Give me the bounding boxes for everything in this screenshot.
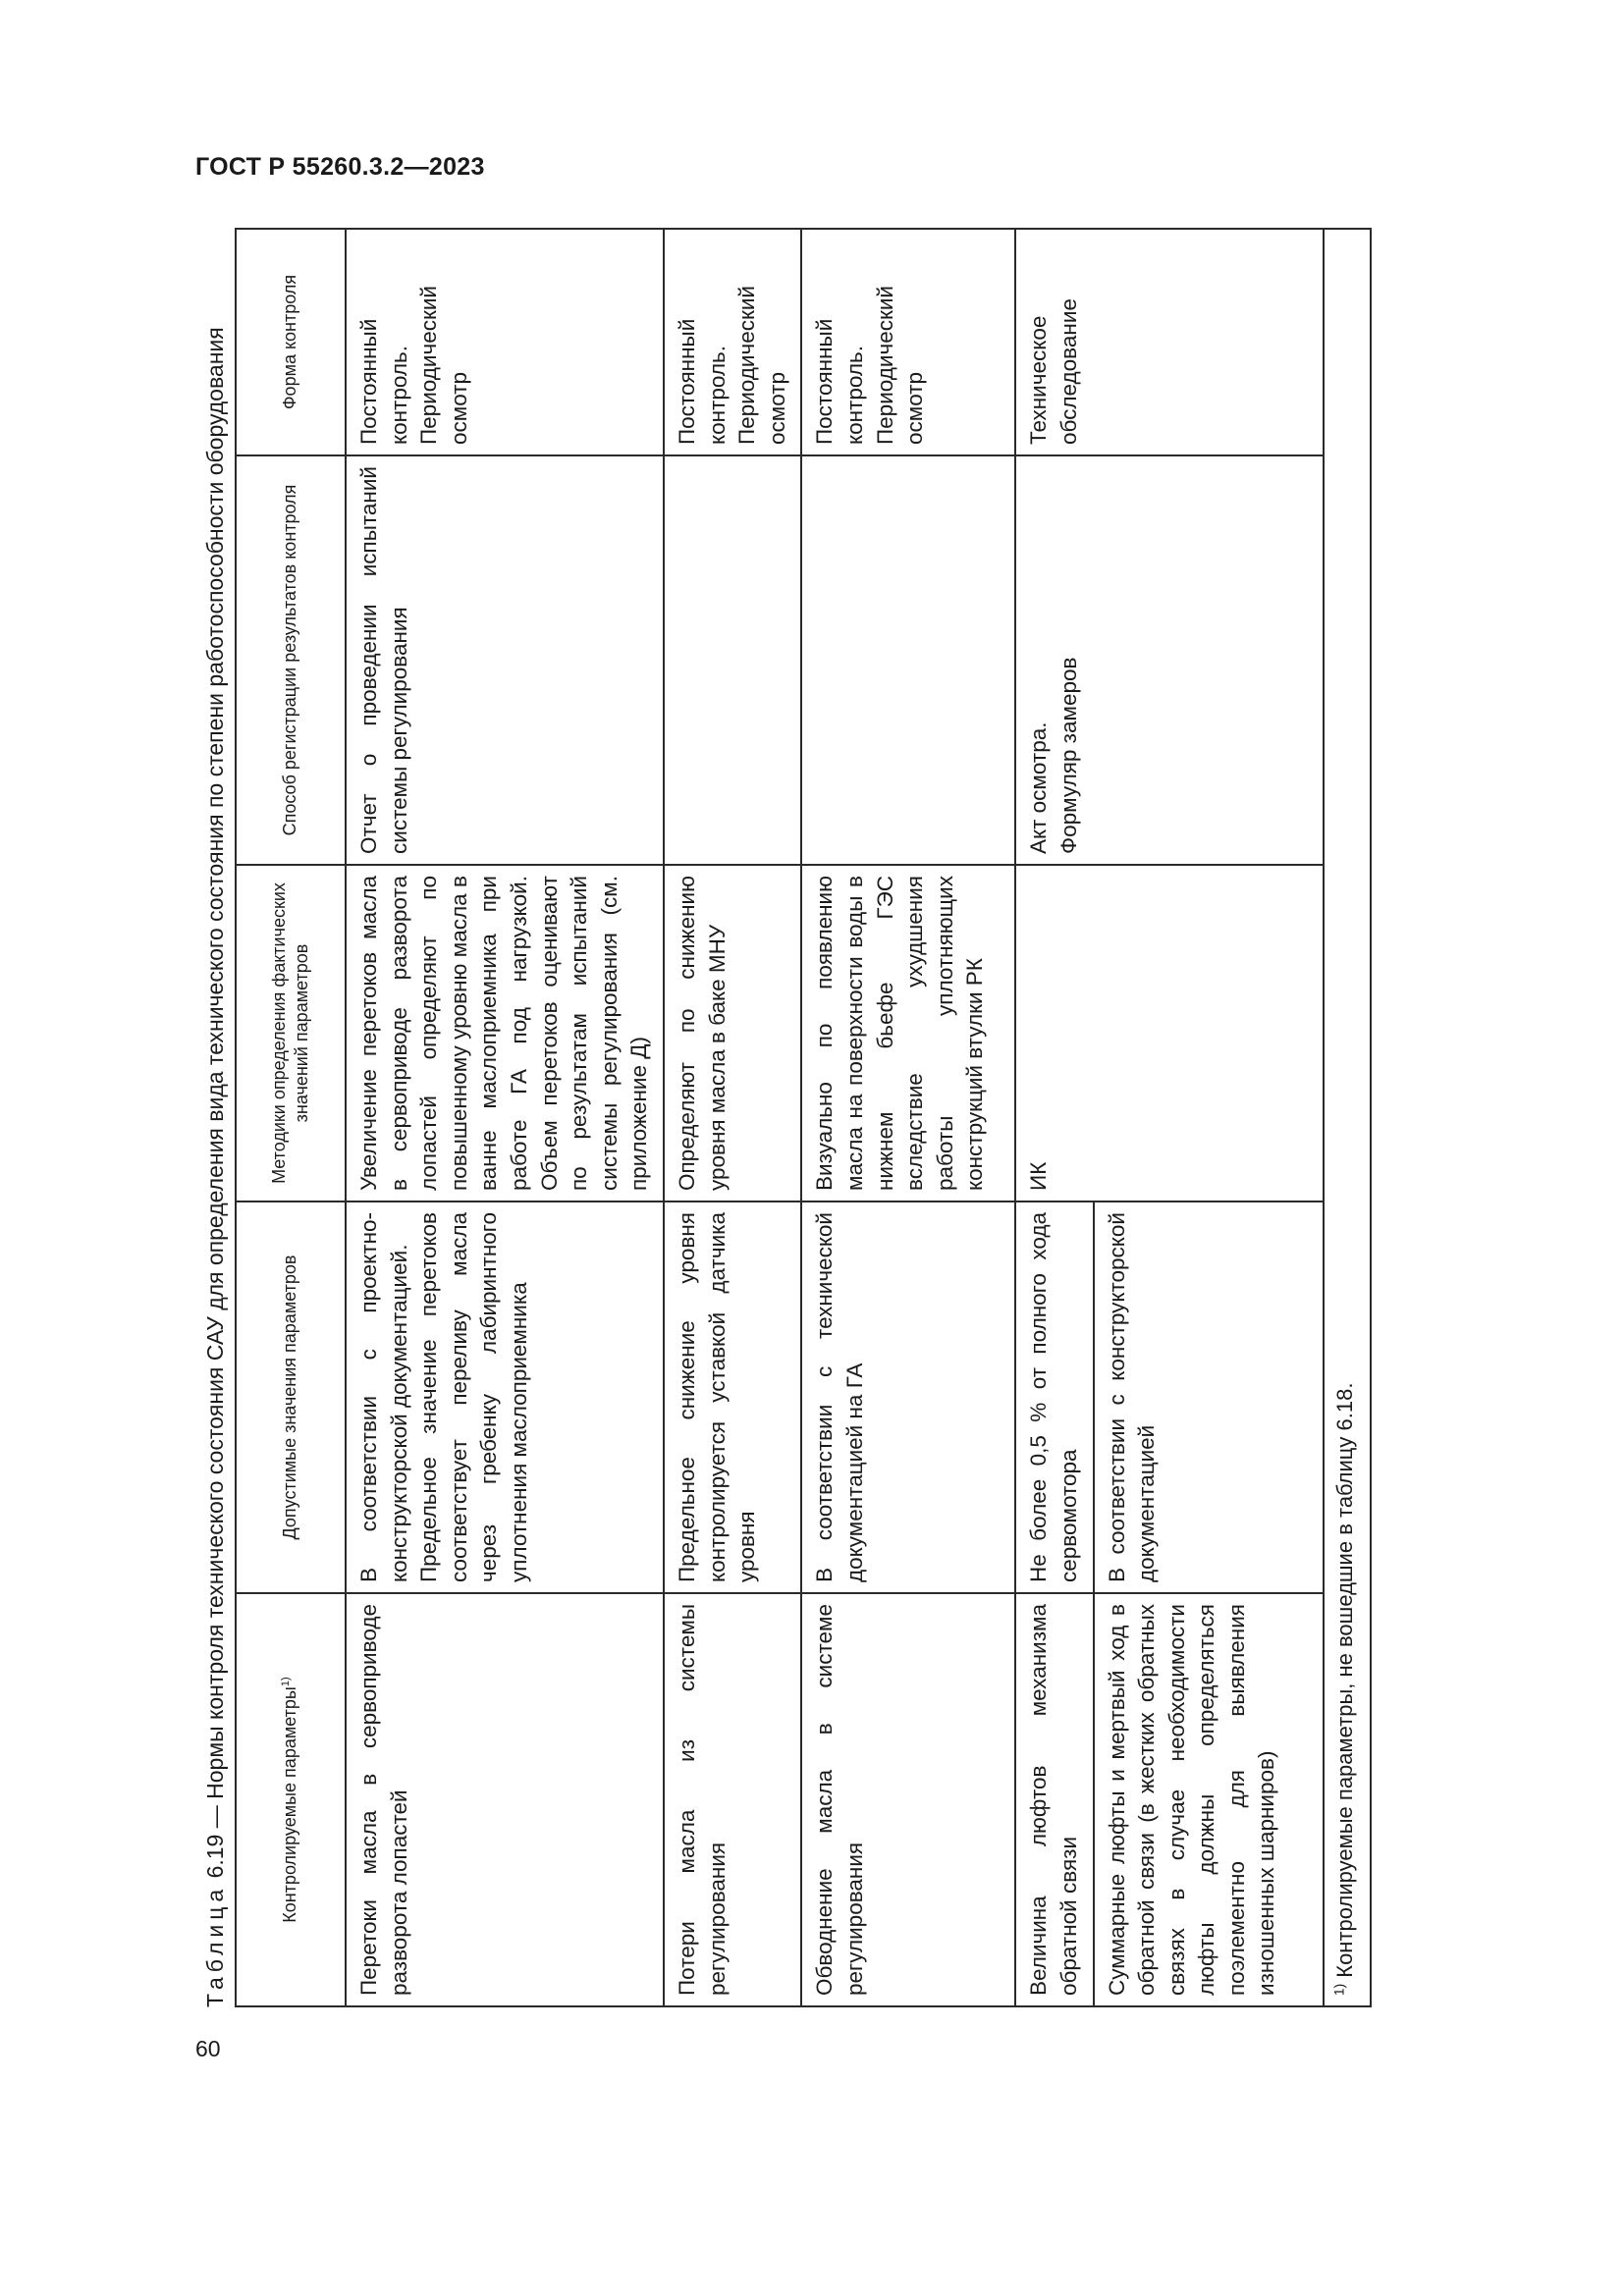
table-row (1015, 229, 1093, 2006)
rotated-table-block (195, 230, 1357, 2007)
table-row (346, 229, 664, 2006)
cell-allowed: Не более 0,5 % от полного хода сервомотора (1015, 1201, 1093, 1593)
cell-method: Увеличение перетоков масла в сервоприводе разворота лопастей определяют по повышенному уровню масла в ванне маслоприемника при работе ГА под нагрузкой. Объем перетоков оценивают по результатам испытаний системы регулирования (см. приложение Д) (346, 865, 664, 1201)
table-header-row (236, 229, 346, 2006)
table-footnote-row (1324, 229, 1371, 2006)
cell-param: Потери масла из системы регулирования (664, 1593, 801, 2006)
cell-param: Суммарные люфты и мертвый ход в обратной связи (в жестких обратных связях в случае необходимости люфты должны определяться поэлементно для выявления изношенных шарниров) (1094, 1593, 1324, 2006)
header-form: Форма контроля (236, 229, 346, 455)
cell-allowed: В соответствии с проектно-конструкторской документацией. Предельное значение перетоков соответствует переливу масла через гребенку лабиринтного уплотнения маслоприемника (346, 1201, 664, 1593)
cell-method: Визуально по появлению масла на поверхности воды в нижнем бьефе ГЭС вследствие ухудшения работы уплотняющих конструкций втулки РК (801, 865, 1015, 1201)
cell-registration: Акт осмотра. Формуляр замеров (1015, 455, 1323, 865)
cell-form: Техническое обследование (1015, 229, 1323, 455)
caption-text: 6.19 — Нормы контроля технического состояния САУ для определения вида технического состояния по степени работоспособности оборудования (202, 327, 228, 1879)
cell-registration: Отчет о проведении испытаний системы регулирования (346, 455, 664, 865)
header-method: Методики определения фактических значений параметров (236, 865, 346, 1201)
table-row (801, 229, 1015, 2006)
cell-form: Постоянный контроль. Периодический осмотр (664, 229, 801, 455)
header-allowed: Допустимые значения параметров (236, 1201, 346, 1593)
control-norms-table (235, 228, 1372, 2007)
header-registration: Способ регистрации результатов контроля (236, 455, 346, 865)
cell-allowed: Предельное снижение уровня контролируется уставкой датчика уровня (664, 1201, 801, 1593)
cell-method: Определяют по снижению уровня масла в баке МНУ (664, 865, 801, 1201)
cell-allowed: В соответствии с конструкторской документацией (1094, 1201, 1324, 1593)
cell-registration (664, 455, 801, 865)
cell-form: Постоянный контроль. Периодический осмотр (346, 229, 664, 455)
document-header: ГОСТ Р 55260.3.2—2023 (195, 153, 485, 181)
table-footnote: $^{1)}$ Контролируемые параметры, не вошедшие в таблицу 6.18. (1324, 229, 1371, 2006)
cell-param: Обводнение масла в системе регулирования (801, 1593, 1015, 2006)
cell-param: Величина люфтов механизма обратной связи (1015, 1593, 1093, 2006)
cell-form: Постоянный контроль. Периодический осмотр (801, 229, 1015, 455)
caption-label: Таблица (202, 1884, 228, 2007)
header-param: Контролируемые параметры$^{1)}$ (236, 1593, 346, 2006)
cell-allowed: В соответствии с технической документацией на ГА (801, 1201, 1015, 1593)
table-caption (195, 230, 235, 2007)
page-number: 60 (195, 2036, 221, 2061)
cell-registration (801, 455, 1015, 865)
cell-method: ИК (1015, 865, 1323, 1201)
table-row (664, 229, 801, 2006)
cell-param: Перетоки масла в сервоприводе разворота лопастей (346, 1593, 664, 2006)
